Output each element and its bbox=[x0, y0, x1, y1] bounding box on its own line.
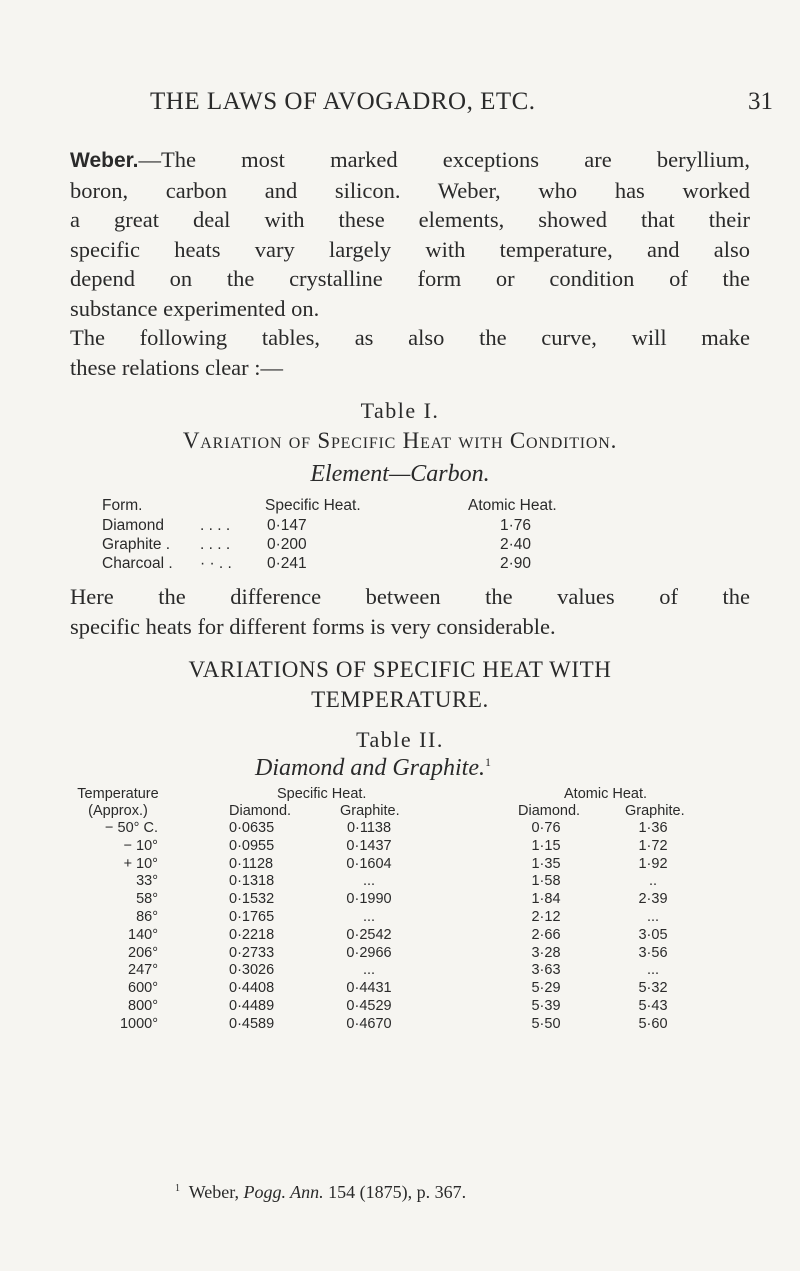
table1-title: Variation of Specific Heat with Condition. bbox=[182, 428, 618, 453]
table2-cell-ah-graphite: 5·60 bbox=[638, 1016, 668, 1032]
table2-cell-sh-diamond: 0·4408 bbox=[229, 980, 275, 996]
table2-cell-sh-diamond: 0·0955 bbox=[229, 838, 275, 854]
table2-cell-ah-diamond: 1·15 bbox=[531, 838, 561, 854]
table2-cell-ah-diamond: 0·76 bbox=[531, 820, 561, 836]
table2-header-ah-diamond: Diamond. bbox=[518, 803, 581, 819]
table2-cell-sh-diamond: 0·1318 bbox=[229, 873, 275, 889]
running-title: THE LAWS OF AVOGADRO, ETC. bbox=[150, 88, 536, 115]
table2-cell-sh-diamond: 0·1765 bbox=[229, 909, 275, 925]
table2-cell-sh-diamond: 0·4489 bbox=[229, 998, 275, 1014]
table2-cell-sh-graphite: 0·1138 bbox=[346, 820, 392, 836]
table2-cell-temp: − 10° bbox=[123, 838, 158, 854]
middle-line: specific heats for different forms is very considerable. bbox=[70, 613, 556, 639]
table2-cell-temp: 1000° bbox=[119, 1016, 158, 1032]
table2-cell-ah-diamond: 1·84 bbox=[531, 891, 561, 907]
table2-cell-sh-graphite: 0·4431 bbox=[346, 980, 392, 996]
table2-cell-ah-diamond: 5·39 bbox=[531, 998, 561, 1014]
table2-cell-ah-diamond: 2·66 bbox=[531, 927, 561, 943]
table2-cell-sh-graphite: ... bbox=[362, 873, 376, 889]
footnote-mark: 1 bbox=[175, 1183, 180, 1194]
table2-cell-ah-graphite: 3·05 bbox=[638, 927, 668, 943]
page-header bbox=[0, 88, 800, 128]
table2-cell-ah-graphite: 1·92 bbox=[638, 856, 668, 872]
table2-cell-sh-graphite: ... bbox=[362, 909, 376, 925]
table2-cell-sh-diamond: 0·0635 bbox=[229, 820, 275, 836]
table1-header-form: Form. bbox=[102, 497, 143, 514]
table1-header-specific-heat: Specific Heat. bbox=[265, 497, 361, 514]
table2-cell-ah-diamond: 1·35 bbox=[531, 856, 561, 872]
table2-cell-temp: 33° bbox=[136, 873, 158, 889]
table2-cell-sh-graphite: 0·1990 bbox=[346, 891, 392, 907]
intro-line: substance experimented on. bbox=[70, 295, 320, 321]
table2-cell-temp: 206° bbox=[128, 945, 158, 961]
table2-cell-sh-diamond: 0·3026 bbox=[229, 962, 275, 978]
table2-cell-ah-diamond: 2·12 bbox=[531, 909, 561, 925]
table2-cell-sh-graphite: 0·4670 bbox=[346, 1016, 392, 1032]
table2-header-sh-graphite: Graphite. bbox=[340, 803, 400, 819]
table1-subtitle: Element—Carbon. bbox=[310, 461, 490, 487]
table2-header-temperature: Temperature bbox=[77, 786, 159, 802]
middle-paragraph bbox=[70, 582, 750, 641]
table2-cell-sh-diamond: 0·4589 bbox=[229, 1016, 275, 1032]
table2-cell-temp: 140° bbox=[128, 927, 158, 943]
table2-cell-ah-diamond: 5·50 bbox=[531, 1016, 561, 1032]
intro-line: Weber.—The most marked exceptions are beryllium, bbox=[70, 147, 750, 172]
table2-cell-ah-diamond: 1·58 bbox=[531, 873, 561, 889]
table2-header-approx: (Approx.) bbox=[88, 803, 148, 819]
table2-cell-sh-graphite: 0·1437 bbox=[346, 838, 392, 854]
table2-cell-sh-graphite: 0·4529 bbox=[346, 998, 392, 1014]
table2-cell-sh-graphite: 0·2966 bbox=[346, 945, 392, 961]
table2-cell-sh-diamond: 0·2218 bbox=[229, 927, 275, 943]
footnote bbox=[175, 1182, 466, 1203]
intro-line: a great deal with these elements, showed that their bbox=[70, 207, 750, 232]
table2-cell-sh-diamond: 0·1128 bbox=[229, 856, 274, 872]
table2-subtitle: Diamond and Graphite.$^1$ bbox=[255, 755, 491, 781]
table2-cell-ah-graphite: .. bbox=[648, 873, 658, 889]
table2-header-ah-graphite: Graphite. bbox=[625, 803, 685, 819]
table2-cell-ah-graphite: 1·36 bbox=[638, 820, 668, 836]
table2-cell-sh-graphite: ... bbox=[362, 962, 376, 978]
section-title-line2: TEMPERATURE. bbox=[311, 687, 489, 712]
table2-cell-temp: 247° bbox=[128, 962, 158, 978]
footnote-journal: Pogg. Ann. bbox=[243, 1182, 324, 1202]
section-title-line1: VARIATIONS OF SPECIFIC HEAT WITH bbox=[188, 657, 612, 682]
table2-cell-ah-graphite: 3·56 bbox=[638, 945, 668, 961]
page-number: 31 bbox=[748, 88, 773, 115]
intro-line: boron, carbon and silicon. Weber, who has worked bbox=[70, 177, 750, 203]
table2-cell-temp: − 50° C. bbox=[105, 820, 158, 836]
table2-cell-sh-graphite: 0·1604 bbox=[346, 856, 392, 872]
table2-header-atomic-heat: Atomic Heat. bbox=[564, 786, 647, 802]
intro-line: these relations clear :— bbox=[70, 354, 284, 380]
intro-line: depend on the crystalline form or condition of the bbox=[70, 266, 750, 291]
table2-cell-temp: 58° bbox=[136, 891, 158, 907]
table2-label: Table II. bbox=[356, 727, 444, 752]
footnote-post: 154 (1875), p. 367. bbox=[323, 1182, 467, 1202]
table2-cell-sh-graphite: 0·2542 bbox=[346, 927, 392, 943]
table2-cell-ah-graphite: 5·32 bbox=[638, 980, 668, 996]
intro-line: specific heats vary largely with temperature, and also bbox=[70, 236, 750, 262]
table2-cell-ah-graphite: ... bbox=[646, 962, 660, 978]
table2-cell-sh-diamond: 0·2733 bbox=[229, 945, 275, 961]
table2-cell-ah-graphite: 2·39 bbox=[638, 891, 668, 907]
middle-line: Here the difference between the values of the bbox=[70, 584, 750, 609]
table2-cell-temp: 800° bbox=[128, 998, 158, 1014]
intro-lead: Weber. bbox=[70, 149, 139, 172]
intro-paragraph bbox=[70, 145, 750, 382]
table1-label: Table I. bbox=[360, 398, 440, 423]
table2-cell-temp: 86° bbox=[136, 909, 158, 925]
table2-cell-temp: + 10° bbox=[123, 856, 158, 872]
table2-cell-ah-diamond: 5·29 bbox=[531, 980, 561, 996]
footnote-pre: Weber, bbox=[188, 1182, 244, 1202]
table2-cell-temp: 600° bbox=[128, 980, 158, 996]
table2-cell-ah-graphite: 1·72 bbox=[638, 838, 668, 854]
table2-footnote-mark: 1 bbox=[485, 755, 491, 769]
intro-line: The following tables, as also the curve, will make bbox=[70, 325, 750, 350]
table2-header-sh-diamond: Diamond. bbox=[229, 803, 292, 819]
table2-cell-sh-diamond: 0·1532 bbox=[229, 891, 275, 907]
table2-cell-ah-diamond: 3·28 bbox=[531, 945, 561, 961]
table2-cell-ah-graphite: ... bbox=[646, 909, 660, 925]
table2-cell-ah-diamond: 3·63 bbox=[531, 962, 561, 978]
table2-cell-ah-graphite: 5·43 bbox=[638, 998, 668, 1014]
table1-header-atomic-heat: Atomic Heat. bbox=[468, 497, 557, 514]
table2-header-specific-heat: Specific Heat. bbox=[277, 786, 367, 802]
